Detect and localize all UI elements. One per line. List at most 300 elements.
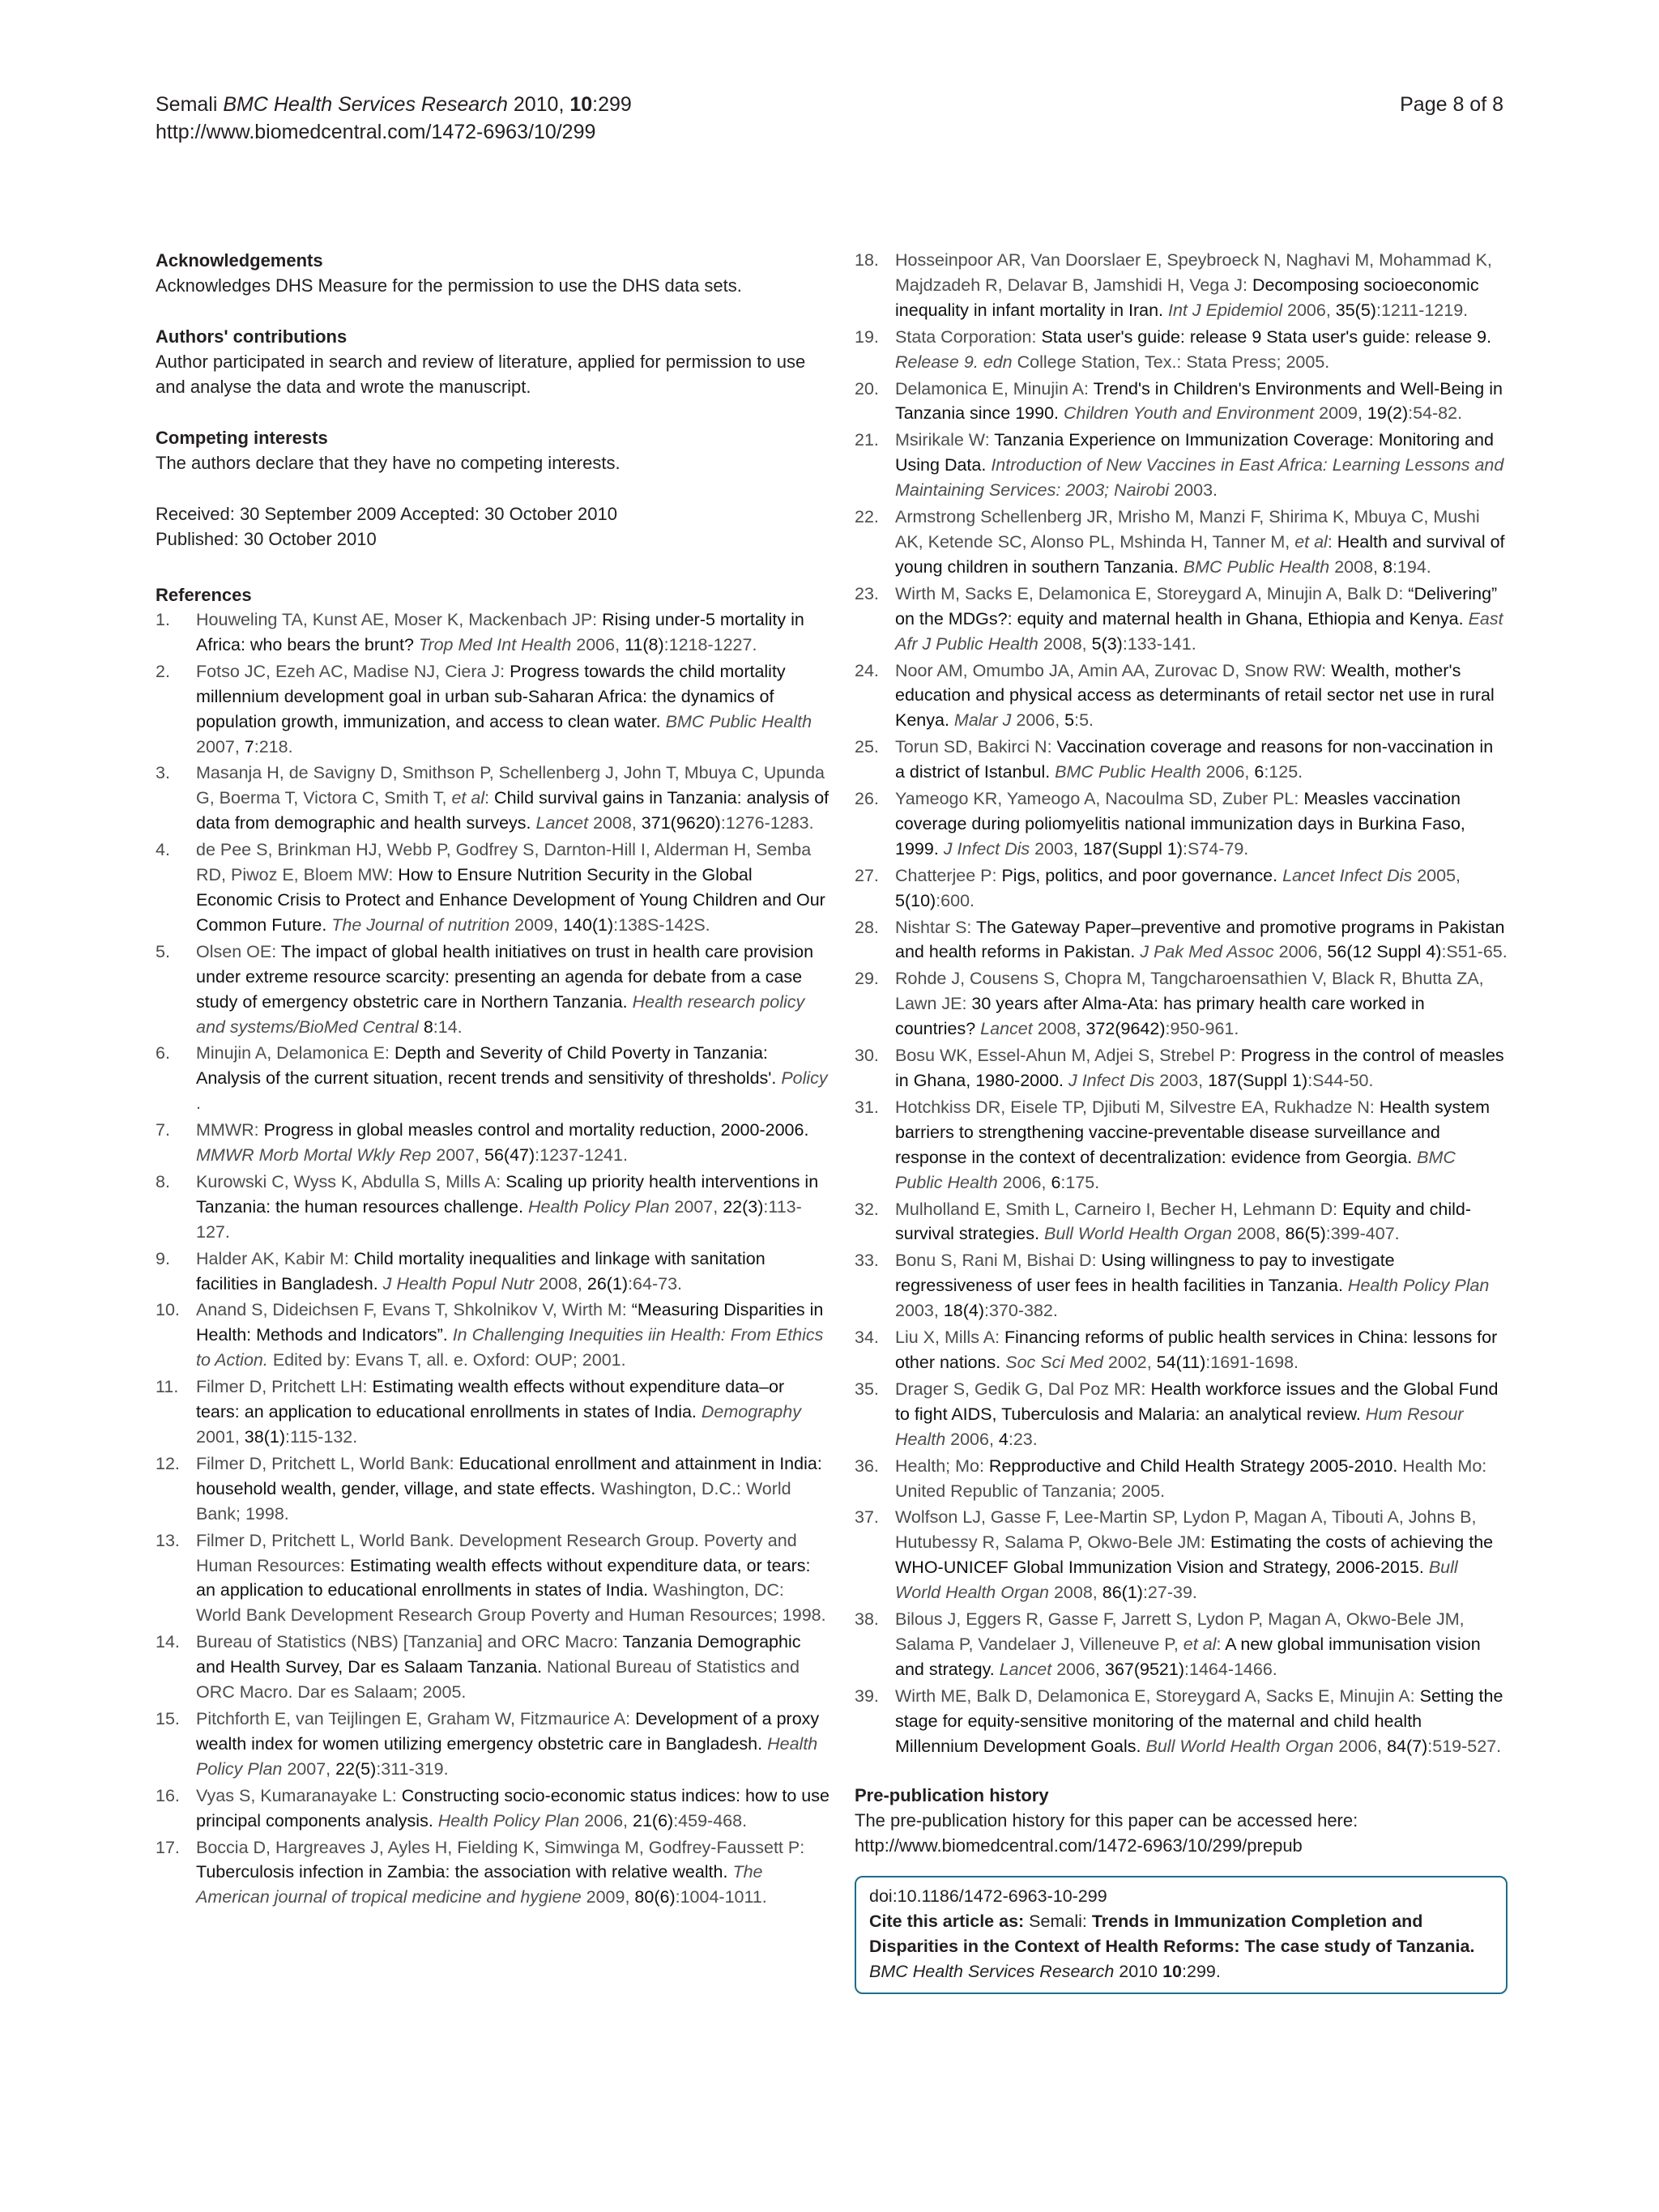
reference-year: 2001, (196, 1427, 245, 1447)
reference-pages: :1276-1283. (720, 813, 814, 833)
reference-number: 13. (156, 1530, 180, 1550)
reference-item (855, 1325, 1508, 1375)
reference-title[interactable]: Pigs, politics, and poor governance. (1001, 865, 1278, 885)
references-title: References (156, 585, 252, 605)
reference-item (855, 1454, 1508, 1504)
reference-title[interactable]: Financing reforms of public health services in China: lessons for other nations. (895, 1328, 1498, 1372)
reference-year: Washington, DC: World Bank Development Research Group Poverty and Human Resources; 1998. (196, 1580, 826, 1626)
reference-number: 28. (855, 917, 879, 937)
reference-authors: Msirikale W: (895, 430, 995, 450)
reference-title[interactable]: Health workforce issues and the Global Fund to fight AIDS, Tuberculosis and Malaria: an analytical review. (895, 1379, 1499, 1424)
reference-number: 6. (156, 1043, 170, 1063)
reference-year: Health Mo: United Republic of Tanzania; 2005. (895, 1455, 1487, 1501)
reference-year: 2007, (669, 1196, 723, 1217)
reference-authors: Chatterjee P: (895, 865, 1002, 885)
header-journal: BMC Health Services Research (223, 93, 508, 116)
reference-journal: Bull World Health Organ (895, 1558, 1458, 1603)
reference-pages: :194. (1392, 556, 1431, 577)
reference-authors: Hotchkiss DR, Eisele TP, Djibuti M, Silvestre EA, Rukhadze N: (895, 1097, 1380, 1117)
reference-year: 2006, (1333, 1736, 1388, 1756)
page-number: Page 8 of 8 (1400, 93, 1503, 116)
reference-journal: Lancet (994, 1659, 1052, 1679)
reference-journal: Health Policy Plan (196, 1733, 818, 1779)
contributions-title: Authors' contributions (156, 326, 348, 347)
reference-title[interactable]: Decomposing socioeconomic inequality in infant mortality in Iran. (895, 275, 1479, 320)
reference-title[interactable]: How to Ensure Nutrition Security in the Global Economic Crisis to Protect and Enhance Development of Young Children and Our Common Future. (196, 865, 825, 935)
reference-number: 17. (156, 1837, 180, 1857)
reference-number: 39. (855, 1686, 879, 1706)
reference-volume: 56(47) (484, 1145, 535, 1166)
reference-journal: Lancet Infect Dis (1277, 865, 1413, 885)
reference-volume: 6 (1254, 762, 1265, 782)
reference-volume: 56(12 Suppl 4) (1327, 942, 1442, 962)
reference-pages: :133-141. (1122, 633, 1196, 654)
reference-volume: 4 (998, 1429, 1009, 1449)
reference-pages: :64-73. (628, 1273, 682, 1294)
reference-year: . (196, 1093, 201, 1114)
reference-item (855, 1197, 1508, 1247)
reference-item (156, 1835, 830, 1911)
reference-item (855, 505, 1508, 580)
reference-item (156, 1118, 830, 1168)
reference-number: 10. (156, 1300, 180, 1320)
left-column (156, 248, 830, 1912)
reference-item (855, 428, 1508, 503)
reference-journal: Children Youth and Environment (1059, 403, 1315, 424)
reference-journal: J Pak Med Assoc (1135, 942, 1274, 962)
reference-authors: Fotso JC, Ezeh AC, Madise NJ, Ciera J: (196, 661, 510, 681)
reference-title[interactable]: The Gateway Paper–preventive and promotive programs in Pakistan and health reforms in Pakistan. (895, 917, 1505, 962)
reference-year: 2006, (997, 1172, 1051, 1192)
reference-item (156, 1170, 830, 1245)
reference-authors: Vyas S, Kumaranayake L: (196, 1785, 402, 1805)
reference-item (855, 1505, 1508, 1605)
reference-pages: :138S-142S. (613, 914, 710, 935)
reference-authors: Liu X, Mills A: (895, 1328, 1005, 1348)
citation-doi[interactable]: doi:10.1186/1472-6963-10-299 (869, 1886, 1107, 1907)
reference-journal: Soc Sci Med (1000, 1352, 1103, 1372)
reference-volume: 35(5) (1335, 300, 1376, 320)
reference-number: 37. (855, 1507, 879, 1528)
reference-journal: Health Policy Plan (1342, 1276, 1490, 1296)
reference-year: 2009, (1314, 403, 1367, 424)
reference-journal: Health Policy Plan (433, 1810, 580, 1831)
header-citation: Semali BMC Health Services Research 2010, 10:299 (156, 93, 632, 116)
reference-journal: In Challenging Inequities iin Health: From Ethics to Action. (196, 1325, 824, 1370)
reference-year: 2008, (1231, 1224, 1286, 1244)
reference-volume: 84(7) (1387, 1736, 1428, 1756)
reference-number: 31. (855, 1097, 879, 1117)
reference-number: 36. (855, 1455, 879, 1476)
reference-authors: Noor AM, Omumbo JA, Amin AA, Zurovac D, Snow RW: (895, 660, 1332, 680)
citation-text: Cite this article as: Semali: Trends in Immunization Completion and Disparities in the Context of Health Reforms: The case study of Tanzania. BMC Health Services Research 2010 10:299. (869, 1912, 1475, 1982)
reference-pages: :113-127. (196, 1196, 802, 1242)
reference-title[interactable]: Wealth, mother's education and physical access as determinants of retail sector net use in rural Kenya. (895, 660, 1495, 731)
reference-volume: 54(11) (1156, 1352, 1206, 1372)
reference-year: 2008, (1038, 633, 1092, 654)
reference-volume: 8 (1382, 556, 1392, 577)
reference-title[interactable]: Rising under-5 mortality in Africa: who bears the brunt? (196, 610, 804, 654)
acknowledgements-text: Acknowledges DHS Measure for the permission to use the DHS data sets. (156, 275, 742, 296)
reference-title[interactable]: Child mortality inequalities and linkage with sanitation facilities in Bangladesh. (196, 1248, 766, 1294)
reference-pages: :S51-65. (1441, 942, 1508, 962)
reference-number: 33. (855, 1251, 879, 1271)
reference-title[interactable]: Stata user's guide: release 9 Stata user's guide: release 9. (1041, 326, 1492, 347)
reference-authors: Masanja H, de Savigny D, Smithson P, Schellenberg J, John T, Mbuya C, Upunda G, Boerma T, Victora C, Smith T, (196, 763, 825, 808)
reference-journal: Introduction of New Vaccines in East Africa: Learning Lessons and Maintaining Services: 2003; Nairobi (895, 455, 1504, 501)
citation-box (855, 1876, 1508, 1994)
reference-journal: The American journal of tropical medicine and hygiene (196, 1862, 763, 1907)
reference-title[interactable]: Estimating wealth effects without expenditure data, or tears: an application to educational enrollments in states of India. (196, 1555, 811, 1600)
reference-authors: Drager S, Gedik G, Dal Poz MR: (895, 1379, 1151, 1399)
reference-year: 2006, (945, 1429, 999, 1449)
reference-pages: :218. (254, 736, 293, 757)
header-url[interactable]: http://www.biomedcentral.com/1472-6963/10/299 (156, 121, 596, 143)
reference-authors: Olsen OE: (196, 941, 281, 961)
reference-year: 2006, (1273, 942, 1328, 962)
reference-number: 2. (156, 661, 170, 681)
reference-year: National Bureau of Statistics and ORC Macro. Dar es Salaam; 2005. (196, 1657, 800, 1703)
reference-item (855, 248, 1508, 323)
reference-authors: Health; Mo: (895, 1455, 989, 1476)
reference-item (855, 735, 1508, 785)
reference-journal: MMWR Morb Mortal Wkly Rep (196, 1145, 432, 1166)
reference-pages: :399-407. (1325, 1224, 1400, 1244)
reference-volume: 5(10) (895, 890, 936, 910)
reference-number: 3. (156, 763, 170, 783)
reference-title[interactable]: Development of a proxy wealth index for women utilizing emergency obstetric care in Bangladesh. (196, 1708, 820, 1754)
reference-volume: 18(4) (943, 1301, 984, 1321)
reference-year: Washington, D.C.: World Bank; 1998. (196, 1478, 791, 1524)
reference-journal: J Infect Dis (1064, 1071, 1155, 1090)
running-header (156, 91, 632, 146)
reference-year: 2009, (581, 1887, 635, 1907)
reference-pages: :370-382. (983, 1301, 1058, 1321)
references-list-left (156, 607, 830, 1910)
reference-volume: 5 (1064, 710, 1075, 731)
reference-item (156, 940, 830, 1040)
reference-journal: Demography (696, 1402, 801, 1422)
reference-number: 22. (855, 507, 879, 527)
reference-item (855, 658, 1508, 734)
reference-journal: Health research policy and systems/BioMed Central (196, 991, 805, 1037)
reference-title[interactable]: Constructing socio-economic status indices: how to use principal components analysis. (196, 1785, 830, 1831)
reference-volume: 19(2) (1367, 403, 1409, 424)
reference-authors: Wirth ME, Balk D, Delamonica E, Storeygard A, Sacks E, Minujin A: (895, 1686, 1420, 1706)
reference-authors: Houweling TA, Kunst AE, Moser K, Mackenbach JP: (196, 610, 603, 629)
reference-pages: :950-961. (1165, 1019, 1239, 1039)
reference-volume: 187(Suppl 1) (1208, 1071, 1308, 1090)
reference-pages: :1237-1241. (535, 1145, 628, 1166)
reference-authors: Yameogo KR, Yameogo A, Nacoulma SD, Zuber PL: (895, 789, 1304, 809)
reference-pages: :54-82. (1408, 403, 1463, 424)
reference-volume: 8 (423, 1016, 433, 1037)
reference-journal: BMC Public Health (1178, 556, 1330, 577)
reference-journal: Malar J (949, 710, 1012, 731)
reference-item (156, 1375, 830, 1450)
reference-item (855, 325, 1508, 375)
reference-volume: 26(1) (586, 1273, 629, 1294)
reference-volume: 86(1) (1102, 1583, 1143, 1603)
reference-colon: : (1327, 531, 1337, 552)
reference-authors: Bonu S, Rani M, Bishai D: (895, 1251, 1102, 1271)
reference-journal: BMC Public Health (1050, 762, 1201, 782)
reference-year: 2008, (1329, 556, 1383, 577)
reference-journal: Bull World Health Organ (1039, 1224, 1232, 1244)
reference-authors: Filmer D, Pritchett LH: (196, 1377, 373, 1397)
reference-journal: The Journal of nutrition (326, 914, 510, 935)
reference-pages: :1211-1219. (1375, 300, 1469, 320)
reference-journal: J Health Popul Nutr (377, 1273, 535, 1294)
reference-volume: 6 (1051, 1172, 1061, 1192)
reference-number: 5. (156, 941, 170, 961)
reference-title[interactable]: Progress in global measles control and mortality reduction, 2000-2006. (263, 1120, 809, 1140)
reference-authors: Hosseinpoor AR, Van Doorslaer E, Speybroeck N, Naghavi M, Mohammad K, Majdzadeh R, Delavar B, Jamshidi H, Vega J: (895, 250, 1492, 295)
reference-number: 12. (156, 1453, 180, 1473)
reference-number: 11. (156, 1377, 179, 1397)
reference-journal: J Infect Dis (938, 838, 1030, 859)
reference-item (855, 966, 1508, 1042)
contributions-text: Author participated in search and review of literature, applied for permission to use and analyse the data and wrote the manuscript. (156, 352, 806, 397)
reference-title[interactable]: “Measuring Disparities in Health: Methods and Indicators”. (196, 1300, 824, 1345)
reference-title[interactable]: Vaccination coverage and reasons for non-vaccination in a district of Istanbul. (895, 737, 1494, 782)
reference-volume: 5(3) (1091, 633, 1123, 654)
reference-pages: :600. (936, 890, 975, 910)
reference-volume: 38(1) (244, 1427, 285, 1447)
reference-year: 2006, (1011, 710, 1065, 731)
reference-title[interactable]: Educational enrollment and attainment in India: household wealth, gender, village, and state effects. (196, 1453, 822, 1498)
reference-authors: Pitchforth E, van Teijlingen E, Graham W, Fitzmaurice A: (196, 1708, 636, 1728)
reference-year: 2003, (1154, 1071, 1209, 1090)
prepub-text: The pre-publication history for this paper can be accessed here: (855, 1810, 1358, 1831)
reference-journal: East Afr J Public Health (895, 608, 1503, 654)
reference-item (855, 1095, 1508, 1196)
reference-item (156, 607, 830, 658)
reference-pages: :115-132. (284, 1427, 358, 1447)
reference-year: 2006, (579, 1810, 633, 1831)
reference-authors: Stata Corporation: (895, 326, 1042, 347)
reference-authors: Boccia D, Hargreaves J, Ayles H, Fielding K, Simwinga M, Godfrey-Faussett P: (196, 1837, 805, 1857)
reference-item (855, 1607, 1508, 1682)
reference-journal: Bull World Health Organ (1141, 1736, 1334, 1756)
reference-year: 2003. (1169, 480, 1218, 501)
reference-number: 34. (855, 1328, 879, 1348)
reference-item (855, 863, 1508, 914)
reference-item (156, 1451, 830, 1527)
reference-item (156, 1630, 830, 1705)
reference-title[interactable]: Measles vaccination coverage during poliomyelitis national immunization days in Burkina Faso, 1999. (895, 789, 1465, 859)
reference-title[interactable]: Setting the stage for equity-sensitive monitoring of the maternal and child health Millennium Development Goals. (895, 1686, 1503, 1756)
reference-etal: et al (451, 788, 485, 808)
reference-pages: :311-319. (376, 1758, 449, 1779)
acknowledgements-title: Acknowledgements (156, 250, 323, 271)
reference-volume: 371(9620) (641, 813, 721, 833)
reference-item (156, 1707, 830, 1782)
reference-item (855, 786, 1508, 862)
reference-number: 4. (156, 840, 170, 860)
reference-number: 38. (855, 1609, 879, 1630)
reference-journal: Lancet (531, 813, 589, 833)
reference-number: 26. (855, 789, 879, 809)
reference-item (156, 1298, 830, 1373)
reference-item (855, 1043, 1508, 1093)
reference-item (855, 1248, 1508, 1323)
reference-item (156, 1247, 830, 1297)
reference-year: 2009, (510, 914, 563, 935)
right-column (855, 248, 1508, 1994)
reference-number: 32. (855, 1199, 879, 1219)
reference-title[interactable]: Repproductive and Child Health Strategy 2005-2010. (988, 1455, 1398, 1476)
reference-item (156, 1784, 830, 1834)
reference-pages: :175. (1060, 1172, 1100, 1192)
reference-authors: Bureau of Statistics (NBS) [Tanzania] and ORC Macro: (196, 1632, 623, 1652)
reference-number: 23. (855, 583, 879, 603)
reference-title[interactable]: Tuberculosis infection in Zambia: the association with relative wealth. (196, 1862, 728, 1882)
reference-item (156, 1528, 830, 1629)
reference-title[interactable]: Health and survival of young children in southern Tanzania. (895, 531, 1505, 577)
reference-volume: 7 (244, 736, 254, 757)
reference-title[interactable]: Using willingness to pay to investigate regressiveness of user fees in health facilities in Tanzania. (895, 1251, 1395, 1296)
reference-year: 2008, (1049, 1583, 1102, 1603)
reference-pages: :125. (1264, 762, 1303, 782)
reference-title[interactable]: 30 years after Alma-Ata: has primary health care worked in countries? (895, 994, 1425, 1039)
reference-title[interactable]: A new global immunisation vision and strategy. (895, 1634, 1481, 1679)
reference-authors: Delamonica E, Minujin A: (895, 378, 1094, 399)
reference-journal: Health Policy Plan (522, 1196, 670, 1217)
reference-item (855, 915, 1508, 965)
reference-number: 16. (156, 1785, 180, 1805)
prepub-title: Pre-publication history (855, 1785, 1049, 1806)
competing-interests-title: Competing interests (156, 428, 328, 448)
reference-title[interactable]: Progress towards the child mortality millennium development goal in urban sub-Saharan Africa: the dynamics of population growth, immunization, and access to clean water. (196, 661, 786, 731)
reference-number: 29. (855, 969, 879, 989)
reference-volume: 80(6) (634, 1887, 676, 1907)
competing-interests-text: The authors declare that they have no competing interests. (156, 453, 621, 473)
reference-number: 7. (156, 1120, 170, 1140)
references-list-right (855, 248, 1508, 1758)
reference-year: 2006, (1051, 1659, 1105, 1679)
reference-authors: Anand S, Dideichsen F, Evans T, Shkolnikov V, Wirth M: (196, 1300, 632, 1320)
published-date: Published: 30 October 2010 (156, 529, 377, 549)
reference-journal: Hum Resour Health (895, 1404, 1464, 1449)
reference-number: 19. (855, 326, 879, 347)
reference-pages: :1218-1227. (663, 634, 757, 654)
reference-authors: Mulholland E, Smith L, Carneiro I, Becher H, Lehmann D: (895, 1199, 1343, 1219)
reference-title[interactable]: Scaling up priority health interventions in Tanzania: the human resources challenge. (196, 1171, 819, 1217)
reference-year: 2007, (431, 1145, 485, 1166)
reference-title[interactable]: Tanzania Experience on Immunization Coverage: Monitoring and Using Data. (895, 430, 1494, 475)
reference-number: 18. (855, 250, 879, 270)
reference-year: 2008, (1032, 1019, 1086, 1039)
reference-authors: Halder AK, Kabir M: (196, 1248, 354, 1268)
reference-pages: :S44-50. (1307, 1071, 1374, 1090)
reference-etal: et al (1294, 531, 1328, 552)
reference-year: College Station, Tex.: Stata Press; 2005. (1012, 352, 1330, 372)
reference-pages: :23. (1008, 1429, 1038, 1449)
reference-number: 9. (156, 1248, 170, 1268)
reference-item (156, 837, 830, 938)
reference-title[interactable]: Progress in the control of measles in Ghana, 1980-2000. (895, 1046, 1504, 1090)
reference-title[interactable]: The impact of global health initiatives on trust in health care provision under extreme resource scarcity: presenting an agenda for debate from a case study of emergency obstetric care in Northern Tanzania. (196, 941, 814, 1012)
reference-journal: BMC Public Health (660, 711, 812, 731)
reference-item (156, 659, 830, 760)
reference-year: 2003, (1030, 838, 1083, 859)
reference-year: Edited by: Evans T, all. e. Oxford: OUP; 2001. (267, 1350, 626, 1370)
reference-year: 2007, (196, 736, 245, 757)
reference-pages: :27-39. (1142, 1583, 1197, 1603)
prepub-url[interactable]: http://www.biomedcentral.com/1472-6963/10/299/prepub (855, 1835, 1303, 1856)
reference-title[interactable]: Depth and Severity of Child Poverty in Tanzania: Analysis of the current situation, recent trends and sensitivity of thresholds'. (196, 1043, 777, 1089)
reference-number: 20. (855, 378, 879, 399)
reference-number: 30. (855, 1046, 879, 1066)
reference-title[interactable]: Tanzania Demographic and Health Survey, Dar es Salaam Tanzania. (196, 1632, 801, 1677)
reference-title[interactable]: Estimating the costs of achieving the WHO-UNICEF Global Immunization Vision and Strategy, 2006-2015. (895, 1532, 1494, 1578)
reference-title[interactable]: Equity and child-survival strategies. (895, 1199, 1472, 1244)
reference-title[interactable]: Child survival gains in Tanzania: analysis of data from demographic and health surveys. (196, 788, 830, 833)
reference-authors: MMWR: (196, 1120, 264, 1140)
reference-title[interactable]: Trend's in Children's Environments and Well-Being in Tanzania since 1990. (895, 378, 1503, 424)
reference-colon: : (484, 788, 495, 808)
reference-pages: :S74-79. (1183, 838, 1249, 859)
reference-number: 14. (156, 1632, 180, 1652)
reference-authors: Bilous J, Eggers R, Gasse F, Jarrett S, Lydon P, Magan A, Okwo-Bele JM, Salama P, Vandelaer J, Villeneuve P, (895, 1609, 1465, 1654)
reference-pages: :519-527. (1427, 1736, 1502, 1756)
reference-authors: Filmer D, Pritchett L, World Bank: (196, 1453, 459, 1473)
reference-number: 27. (855, 865, 879, 885)
reference-year: 2005, (1412, 865, 1461, 885)
reference-authors: de Pee S, Brinkman HJ, Webb P, Godfrey S, Darnton-Hill I, Alderman H, Semba RD, Piwoz E, Bloem MW: (196, 840, 812, 885)
reference-number: 21. (855, 430, 879, 450)
reference-item (855, 377, 1508, 427)
reference-journal: BMC Public Health (895, 1147, 1456, 1192)
reference-authors: Nishtar S: (895, 917, 976, 937)
reference-authors: Bosu WK, Essel-Ahun M, Adjei S, Strebel P: (895, 1046, 1241, 1066)
reference-volume: 86(5) (1285, 1224, 1326, 1244)
reference-number: 24. (855, 660, 879, 680)
reference-item (855, 1377, 1508, 1452)
reference-journal: Release 9. edn (895, 352, 1013, 372)
reference-authors: Armstrong Schellenberg JR, Mrisho M, Manzi F, Shirima K, Mbuya C, Mushi AK, Ketende SC, Alonso PL, Mshinda H, Tanner M, (895, 507, 1480, 552)
reference-year: 2003, (895, 1301, 944, 1321)
reference-colon: : (1216, 1634, 1226, 1654)
reference-pages: :5. (1074, 710, 1094, 731)
reference-volume: 372(9642) (1085, 1019, 1166, 1039)
reference-volume: 22(3) (723, 1196, 764, 1217)
reference-volume: 11(8) (625, 634, 664, 654)
reference-title[interactable]: Health system barriers to strengthening vaccine-preventable disease surveillance and response in the context of decentralization: evidence from Georgia. (895, 1097, 1491, 1167)
reference-year: 2006, (571, 634, 625, 654)
reference-year: 2007, (282, 1758, 336, 1779)
reference-title[interactable]: Estimating wealth effects without expenditure data–or tears: an application to educational enrollments in states of India. (196, 1377, 785, 1422)
reference-title[interactable]: “Delivering” on the MDGs?: equity and maternal health in Ghana, Ethiopia and Kenya. (895, 583, 1498, 629)
reference-item (855, 582, 1508, 657)
reference-number: 8. (156, 1171, 170, 1191)
reference-pages: :1004-1011. (675, 1887, 767, 1907)
reference-pages: :1464-1466. (1184, 1659, 1277, 1679)
reference-authors: Wolfson LJ, Gasse F, Lee-Martin SP, Lydon P, Magan A, Tibouti A, Johns B, Hutubessy R, Salama P, Okwo-Bele JM: (895, 1507, 1477, 1553)
reference-pages: :1691-1698. (1205, 1352, 1299, 1372)
reference-journal: Lancet (975, 1019, 1033, 1039)
reference-number: 15. (156, 1708, 180, 1728)
received-dates: Received: 30 September 2009 Accepted: 30 October 2010 (156, 504, 617, 524)
reference-volume: 187(Suppl 1) (1082, 838, 1183, 859)
reference-journal: Trop Med Int Health (413, 634, 572, 654)
reference-authors: Minujin A, Delamonica E: (196, 1043, 394, 1063)
reference-item (156, 1041, 830, 1116)
reference-year: 2008, (588, 813, 642, 833)
reference-authors: Torun SD, Bakirci N: (895, 737, 1057, 757)
reference-number: 25. (855, 737, 879, 757)
